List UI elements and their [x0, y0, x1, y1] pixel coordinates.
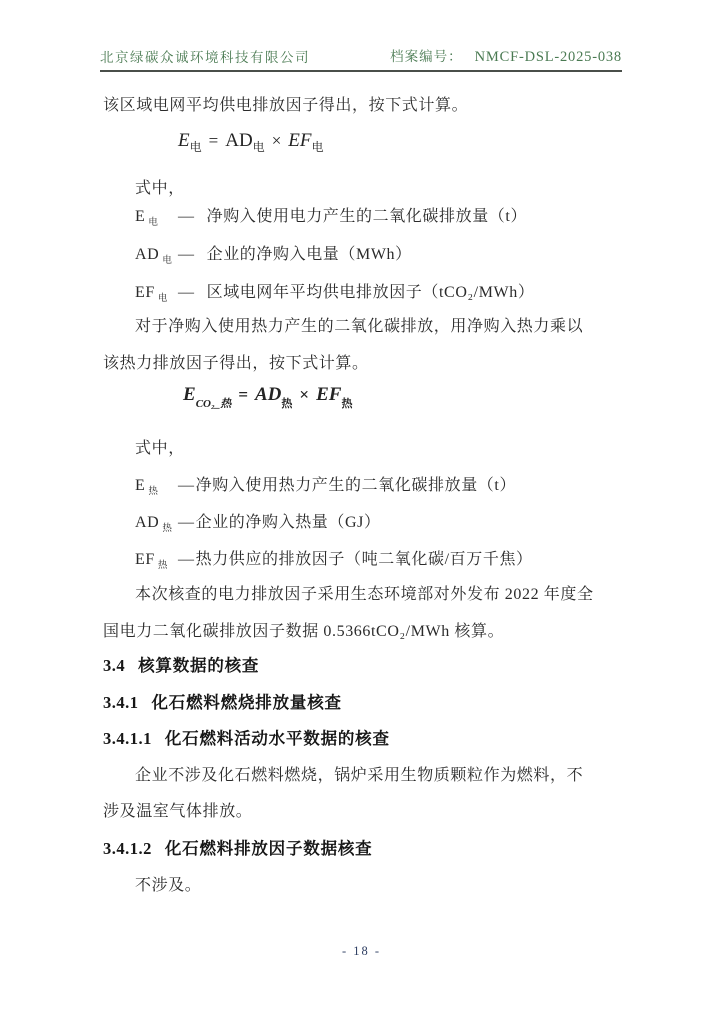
equals-sign: = — [208, 131, 219, 150]
multiply-sign: × — [299, 385, 310, 404]
definition-description: 企业的净购入电量（MWh） — [206, 246, 412, 263]
equals-sign: = — [238, 385, 248, 404]
definition-dash: — — [178, 208, 195, 225]
paragraph-factor-source-line2: 国电力二氧化碳排放因子数据 0.5366tCO₂/MWh 核算。 — [103, 623, 505, 640]
definition-row-ef-electricity — [135, 282, 534, 306]
where-clause-2: 式中， — [135, 440, 185, 457]
heading-3-4-1-1 — [103, 728, 390, 749]
definition-term: E $_电$ — [135, 208, 158, 228]
formula-ad-subscript: 电 — [252, 140, 265, 154]
paragraph-heat-line1: 对于净购入使用热力产生的二氧化碳排放，用净购入热力乘以 — [135, 318, 584, 335]
formula-ef: EF — [316, 384, 342, 405]
company-name: 北京绿碳众诚环境科技有限公司 — [100, 50, 310, 65]
paragraph-not-involved: 不涉及。 — [135, 877, 202, 894]
formula-lhs: E — [178, 130, 190, 151]
paragraph-biomass-line2: 涉及温室气体排放。 — [103, 803, 253, 820]
definition-description: 区域电网年平均供电排放因子（tCO₂/MWh） — [206, 284, 535, 301]
heading-number: 3.4.1 — [103, 693, 139, 712]
multiply-sign: × — [271, 131, 282, 150]
definition-term: E $_热$ — [135, 477, 158, 497]
definition-row-ad-heat — [135, 512, 381, 536]
definition-row-ad-electricity — [135, 244, 412, 268]
heading-number: 3.4.1.2 — [103, 839, 152, 858]
definition-description: 净购入使用电力产生的二氧化碳排放量（t） — [206, 208, 528, 225]
definition-dash: — — [178, 477, 195, 494]
heading-title: 化石燃料燃烧排放量核查 — [151, 693, 342, 712]
paragraph-heat-line2: 该热力排放因子得出，按下式计算。 — [103, 355, 369, 372]
paragraph-factor-source-line1: 本次核查的电力排放因子采用生态环境部对外发布 2022 年度全 — [135, 586, 594, 603]
heading-3-4-1 — [103, 692, 342, 713]
definition-term: EF $_电$ — [135, 284, 168, 304]
definition-description: 企业的净购入热量（GJ） — [195, 514, 381, 531]
definition-row-ef-heat — [135, 549, 533, 573]
page-number: - 18 - — [341, 944, 382, 958]
file-number-label: 档案编号： — [390, 49, 463, 64]
formula-lhs: E — [183, 384, 196, 405]
definition-dash: — — [178, 284, 195, 301]
heading-title: 化石燃料排放因子数据核查 — [164, 839, 373, 858]
paragraph-grid-factor: 该区域电网平均供电排放因子得出，按下式计算。 — [103, 97, 469, 114]
definition-description: 热力供应的排放因子（吨二氧化碳/百万千焦） — [195, 551, 533, 568]
file-number-value: NMCF-DSL-2025-038 — [474, 49, 622, 65]
formula-ef-subscript: 电 — [311, 140, 324, 154]
formula-lhs-subscript: CO₂_热 — [195, 398, 232, 410]
heading-title: 化石燃料活动水平数据的核查 — [164, 729, 390, 748]
formula-heat — [183, 384, 353, 410]
formula-lhs-subscript: 电 — [189, 140, 202, 154]
heading-number: 3.4.1.1 — [103, 729, 152, 748]
formula-ad: AD — [255, 384, 282, 405]
definition-description: 净购入使用热力产生的二氧化碳排放量（t） — [195, 477, 517, 494]
where-clause-1: 式中， — [135, 180, 185, 197]
definition-term: EF $_热$ — [135, 551, 168, 571]
formula-ef-subscript: 热 — [341, 398, 353, 410]
paragraph-biomass-line1: 企业不涉及化石燃料燃烧，锅炉采用生物质颗粒作为燃料，不 — [135, 767, 584, 784]
definition-term: AD $_电$ — [135, 246, 172, 266]
formula-ad: AD — [225, 130, 253, 151]
definition-term: AD $_热$ — [135, 514, 172, 534]
definition-row-e-electricity — [135, 206, 527, 230]
definition-dash: — — [178, 514, 195, 531]
file-number-block — [390, 45, 622, 66]
heading-title: 核算数据的核查 — [138, 656, 260, 675]
heading-number: 3.4 — [103, 656, 126, 675]
definition-dash: — — [178, 246, 195, 263]
formula-electricity — [178, 130, 324, 152]
formula-ad-subscript: 热 — [281, 398, 293, 410]
page-header — [100, 40, 622, 72]
definition-dash: — — [178, 551, 195, 568]
formula-ef: EF — [288, 130, 312, 151]
heading-3-4 — [103, 655, 259, 676]
heading-3-4-1-2 — [103, 838, 372, 859]
definition-row-e-heat — [135, 475, 516, 499]
